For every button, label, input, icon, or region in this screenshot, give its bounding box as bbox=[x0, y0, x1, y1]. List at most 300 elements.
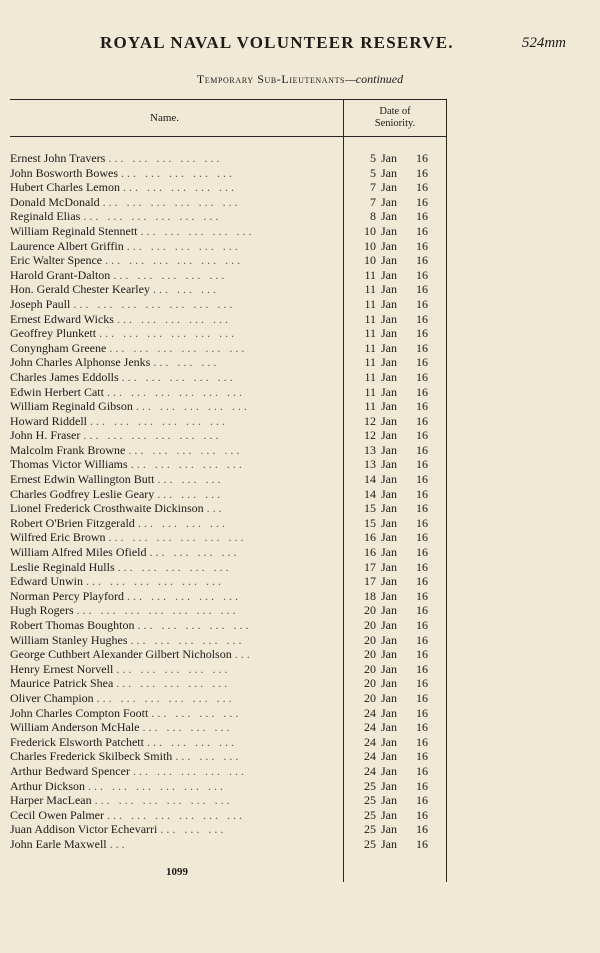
table-row bbox=[0, 457, 600, 472]
seniority-day: 8 bbox=[370, 209, 376, 224]
table-row bbox=[0, 735, 600, 750]
leader-dots: ... ... ... ... ... bbox=[137, 618, 252, 632]
leader-dots: ... ... ... ... ... bbox=[132, 763, 247, 778]
officer-name-cell bbox=[10, 779, 342, 794]
seniority-day: 20 bbox=[364, 690, 376, 705]
seniority-year: 16 bbox=[416, 472, 428, 487]
seniority-month: Jan bbox=[381, 311, 397, 326]
seniority-year: 16 bbox=[416, 180, 428, 195]
table-row bbox=[0, 370, 600, 385]
officer-name-cell bbox=[10, 385, 342, 400]
seniority-day: 11 bbox=[364, 340, 376, 355]
seniority-day: 20 bbox=[364, 647, 376, 662]
table-row bbox=[0, 589, 600, 604]
officer-name-cell bbox=[10, 239, 342, 254]
officer-name-cell bbox=[10, 516, 342, 531]
leader-dots: ... ... ... ... ... ... ... bbox=[76, 603, 239, 618]
seniority-day: 20 bbox=[364, 632, 376, 647]
officer-name-cell bbox=[10, 224, 342, 239]
officer-name: Thomas Victor Williams bbox=[10, 457, 128, 472]
leader-dots: ... ... ... ... ... bbox=[121, 165, 236, 180]
seniority-year: 16 bbox=[416, 223, 428, 238]
leader-dots: ... ... ... ... bbox=[137, 515, 228, 530]
seniority-month: Jan bbox=[381, 180, 397, 195]
seniority-month: Jan bbox=[381, 223, 397, 238]
seniority-day: 11 bbox=[364, 282, 376, 297]
seniority-year: 16 bbox=[416, 822, 428, 837]
seniority-year: 16 bbox=[416, 545, 428, 560]
seniority-month: Jan bbox=[381, 822, 397, 837]
seniority-month: Jan bbox=[381, 486, 397, 501]
officer-name: Leslie Reginald Hulls bbox=[10, 559, 115, 574]
officer-name-cell bbox=[10, 720, 342, 735]
officer-name-cell bbox=[10, 428, 342, 443]
officer-name: Ernest John Travers bbox=[10, 151, 106, 165]
table-row bbox=[0, 355, 600, 370]
seniority-year: 16 bbox=[416, 763, 428, 778]
seniority-year: 16 bbox=[416, 618, 428, 632]
officer-name: William Reginald Stennett bbox=[10, 223, 138, 238]
seniority-month: Jan bbox=[381, 428, 397, 443]
leader-dots: ... ... ... ... ... bbox=[117, 559, 232, 574]
table-row bbox=[0, 253, 600, 268]
seniority-month: Jan bbox=[381, 836, 397, 851]
seniority-day: 10 bbox=[364, 223, 376, 238]
table-row bbox=[0, 662, 600, 677]
officer-name-cell bbox=[10, 545, 342, 560]
officer-name-cell bbox=[10, 618, 342, 633]
officer-name: Hon. Gerald Chester Kearley bbox=[10, 282, 150, 297]
table-row bbox=[0, 749, 600, 764]
seniority-day: 12 bbox=[364, 413, 376, 428]
officer-name-cell bbox=[10, 326, 342, 341]
officer-name: Charles Godfrey Leslie Geary bbox=[10, 486, 155, 501]
leader-dots: ... ... ... ... ... bbox=[130, 632, 245, 647]
seniority-day: 14 bbox=[364, 486, 376, 501]
leader-dots: ... ... ... ... ... bbox=[116, 676, 231, 691]
seniority-year: 16 bbox=[416, 647, 428, 662]
officer-name-cell bbox=[10, 195, 342, 210]
seniority-year: 16 bbox=[416, 267, 428, 282]
leader-dots: ... ... ... ... ... bbox=[116, 661, 231, 676]
table-row bbox=[0, 297, 600, 312]
officer-name: William Alfred Miles Ofield bbox=[10, 545, 147, 560]
leader-dots: ... ... ... ... ... ... bbox=[99, 326, 238, 341]
seniority-day: 20 bbox=[364, 661, 376, 676]
officer-name: Harold Grant-Dalton bbox=[10, 267, 111, 282]
officer-name-cell bbox=[10, 399, 342, 414]
section-title bbox=[0, 72, 600, 87]
officer-name-cell bbox=[10, 822, 342, 837]
seniority-day: 16 bbox=[364, 545, 376, 560]
seniority-year: 16 bbox=[416, 749, 428, 764]
seniority-year: 16 bbox=[416, 661, 428, 676]
table-row bbox=[0, 530, 600, 545]
leader-dots: ... ... ... ... ... bbox=[121, 369, 236, 384]
officer-name: Arthur Dickson bbox=[10, 778, 85, 793]
seniority-month: Jan bbox=[381, 807, 397, 822]
seniority-year: 16 bbox=[416, 734, 428, 749]
officer-name: Joseph Paull bbox=[10, 296, 71, 311]
officer-name-cell bbox=[10, 589, 342, 604]
seniority-day: 20 bbox=[364, 676, 376, 691]
table-row bbox=[0, 545, 600, 560]
seniority-month: Jan bbox=[381, 165, 397, 180]
officer-name: Wilfred Eric Brown bbox=[10, 530, 106, 545]
seniority-year: 16 bbox=[416, 399, 428, 414]
leader-dots: ... ... ... ... ... ... bbox=[83, 209, 222, 224]
officer-name: Edwin Herbert Catt bbox=[10, 384, 104, 399]
table-row bbox=[0, 633, 600, 648]
table-row bbox=[0, 326, 600, 341]
seniority-month: Jan bbox=[381, 296, 397, 311]
table-row bbox=[0, 180, 600, 195]
seniority-month: Jan bbox=[381, 632, 397, 647]
leader-dots: ... ... ... ... ... ... bbox=[102, 194, 241, 209]
table-row bbox=[0, 385, 600, 400]
seniority-day: 5 bbox=[370, 151, 376, 165]
officer-name: Harper MacLean bbox=[10, 793, 92, 808]
table-row bbox=[0, 209, 600, 224]
column-header-name: Name. bbox=[150, 112, 180, 124]
seniority-month: Jan bbox=[381, 545, 397, 560]
seniority-day: 17 bbox=[364, 559, 376, 574]
seniority-month: Jan bbox=[381, 501, 397, 516]
header-bottom-rule bbox=[10, 136, 446, 137]
officer-name-cell bbox=[10, 443, 342, 458]
seniority-day: 11 bbox=[364, 399, 376, 414]
leader-dots: ... ... ... ... ... ... bbox=[96, 690, 235, 705]
seniority-month: Jan bbox=[381, 793, 397, 808]
seniority-month: Jan bbox=[381, 267, 397, 282]
officer-name: Henry Ernest Norvell bbox=[10, 661, 114, 676]
officer-name-cell bbox=[10, 808, 342, 823]
table-row bbox=[0, 603, 600, 618]
seniority-year: 16 bbox=[416, 282, 428, 297]
leader-dots: ... ... ... ... bbox=[151, 705, 242, 720]
officer-name: Hubert Charles Lemon bbox=[10, 180, 120, 195]
table-row bbox=[0, 399, 600, 414]
leader-dots: ... ... ... bbox=[152, 282, 219, 297]
table-row bbox=[0, 268, 600, 283]
leader-dots: ... ... ... ... ... bbox=[128, 442, 243, 457]
leader-dots: ... ... ... bbox=[175, 749, 242, 764]
seniority-year: 16 bbox=[416, 428, 428, 443]
table-row bbox=[0, 706, 600, 721]
table-row bbox=[0, 720, 600, 735]
seniority-day: 10 bbox=[364, 253, 376, 268]
seniority-year: 16 bbox=[416, 676, 428, 691]
seniority-month: Jan bbox=[381, 384, 397, 399]
officer-list bbox=[0, 151, 600, 852]
seniority-month: Jan bbox=[381, 603, 397, 618]
officer-name-cell bbox=[10, 414, 342, 429]
table-row bbox=[0, 691, 600, 706]
seniority-year: 16 bbox=[416, 413, 428, 428]
seniority-day: 5 bbox=[370, 165, 376, 180]
section-heading: Temporary Sub-Lieutenants bbox=[196, 72, 346, 86]
officer-name-cell bbox=[10, 837, 342, 852]
officer-name-cell bbox=[10, 370, 342, 385]
officer-name-cell bbox=[10, 662, 342, 677]
seniority-day: 11 bbox=[364, 355, 376, 370]
seniority-month: Jan bbox=[381, 676, 397, 691]
seniority-month: Jan bbox=[381, 442, 397, 457]
seniority-day: 10 bbox=[364, 238, 376, 253]
officer-name-cell bbox=[10, 253, 342, 268]
officer-name: John Charles Alphonse Jenks bbox=[10, 355, 151, 370]
officer-name: Ernest Edward Wicks bbox=[10, 311, 114, 326]
table-row bbox=[0, 647, 600, 662]
officer-name-cell bbox=[10, 166, 342, 181]
table-row bbox=[0, 793, 600, 808]
seniority-year: 16 bbox=[416, 296, 428, 311]
running-header bbox=[0, 33, 600, 55]
officer-name: Juan Addison Victor Echevarri bbox=[10, 822, 158, 837]
table-row bbox=[0, 166, 600, 181]
leader-dots: ... ... ... ... ... ... bbox=[109, 340, 248, 355]
seniority-year: 16 bbox=[416, 194, 428, 209]
seniority-month: Jan bbox=[381, 720, 397, 735]
table-row bbox=[0, 414, 600, 429]
seniority-year: 16 bbox=[416, 369, 428, 384]
officer-name-cell bbox=[10, 268, 342, 283]
seniority-month: Jan bbox=[381, 369, 397, 384]
leader-dots: ... ... ... ... bbox=[146, 734, 237, 749]
officer-name: Arthur Bedward Spencer bbox=[10, 763, 130, 778]
officer-name: Lionel Frederick Crosthwaite Dickinson bbox=[10, 501, 204, 516]
seniority-day: 11 bbox=[364, 311, 376, 326]
page-reference: 524mm bbox=[521, 35, 566, 51]
officer-name-cell bbox=[10, 676, 342, 691]
table-row bbox=[0, 341, 600, 356]
seniority-year: 16 bbox=[416, 559, 428, 574]
seniority-day: 11 bbox=[364, 326, 376, 341]
seniority-month: Jan bbox=[381, 194, 397, 209]
seniority-year: 16 bbox=[416, 574, 428, 589]
table-row bbox=[0, 574, 600, 589]
officer-name: Charles Frederick Skilbeck Smith bbox=[10, 749, 173, 764]
seniority-year: 16 bbox=[416, 151, 428, 165]
seniority-day: 15 bbox=[364, 501, 376, 516]
leader-dots: ... ... ... ... bbox=[142, 720, 233, 735]
officer-name: Ernest Edwin Wallington Butt bbox=[10, 472, 155, 487]
seniority-day: 18 bbox=[364, 588, 376, 603]
seniority-day: 25 bbox=[364, 836, 376, 851]
seniority-day: 16 bbox=[364, 530, 376, 545]
leader-dots: ... ... ... bbox=[160, 822, 227, 837]
seniority-month: Jan bbox=[381, 647, 397, 662]
leader-dots: ... ... ... ... ... ... bbox=[85, 574, 224, 589]
officer-name-cell bbox=[10, 691, 342, 706]
officer-name: George Cuthbert Alexander Gilbert Nicholson bbox=[10, 647, 232, 662]
officer-name-cell bbox=[10, 501, 342, 516]
seniority-day: 11 bbox=[364, 296, 376, 311]
seniority-month: Jan bbox=[381, 238, 397, 253]
leader-dots: ... ... ... ... ... ... bbox=[94, 793, 233, 808]
seniority-month: Jan bbox=[381, 399, 397, 414]
officer-name-cell bbox=[10, 341, 342, 356]
seniority-day: 24 bbox=[364, 763, 376, 778]
leader-dots: ... ... ... ... ... bbox=[126, 238, 241, 253]
leader-dots: ... ... ... ... ... ... bbox=[106, 807, 245, 822]
seniority-year: 16 bbox=[416, 501, 428, 516]
seniority-month: Jan bbox=[381, 574, 397, 589]
column-header-date-line1: Date of bbox=[379, 106, 411, 117]
seniority-year: 16 bbox=[416, 720, 428, 735]
leader-dots: ... ... ... ... ... bbox=[135, 399, 250, 414]
leader-dots: ... bbox=[234, 647, 253, 662]
officer-name: Frederick Elsworth Patchett bbox=[10, 734, 144, 749]
leader-dots: ... bbox=[206, 501, 225, 516]
officer-name: Geoffrey Plunkett bbox=[10, 326, 97, 341]
seniority-year: 16 bbox=[416, 340, 428, 355]
officer-name-cell bbox=[10, 706, 342, 721]
leader-dots: ... ... ... ... ... bbox=[140, 223, 255, 238]
seniority-year: 16 bbox=[416, 486, 428, 501]
leader-dots: ... ... ... bbox=[157, 472, 224, 487]
seniority-month: Jan bbox=[381, 705, 397, 720]
table-row bbox=[0, 428, 600, 443]
leader-dots: ... ... ... ... ... bbox=[130, 457, 245, 472]
seniority-month: Jan bbox=[381, 515, 397, 530]
officer-name: Oliver Champion bbox=[10, 690, 94, 705]
seniority-month: Jan bbox=[381, 690, 397, 705]
officer-name: Donald McDonald bbox=[10, 194, 100, 209]
section-continued: —continued bbox=[345, 72, 404, 86]
leader-dots: ... bbox=[109, 836, 128, 851]
seniority-day: 25 bbox=[364, 807, 376, 822]
table-row bbox=[0, 676, 600, 691]
seniority-day: 24 bbox=[364, 705, 376, 720]
seniority-day: 13 bbox=[364, 442, 376, 457]
officer-name-cell bbox=[10, 749, 342, 764]
table-row bbox=[0, 822, 600, 837]
seniority-month: Jan bbox=[381, 472, 397, 487]
officer-name-cell bbox=[10, 647, 342, 662]
officer-name: Malcolm Frank Browne bbox=[10, 442, 126, 457]
table-row bbox=[0, 560, 600, 575]
seniority-month: Jan bbox=[381, 326, 397, 341]
officer-name: Edward Unwin bbox=[10, 574, 83, 589]
officer-name-cell bbox=[10, 603, 342, 618]
seniority-year: 16 bbox=[416, 588, 428, 603]
seniority-day: 13 bbox=[364, 457, 376, 472]
officer-name-cell bbox=[10, 151, 342, 166]
leader-dots: ... ... ... ... ... ... bbox=[83, 428, 222, 443]
seniority-month: Jan bbox=[381, 282, 397, 297]
officer-name-cell bbox=[10, 487, 342, 502]
column-header-date bbox=[347, 106, 443, 130]
table-row bbox=[0, 779, 600, 794]
seniority-year: 16 bbox=[416, 778, 428, 793]
officer-name: Howard Riddell bbox=[10, 413, 87, 428]
seniority-day: 12 bbox=[364, 428, 376, 443]
seniority-month: Jan bbox=[381, 253, 397, 268]
seniority-month: Jan bbox=[381, 457, 397, 472]
officer-name: Maurice Patrick Shea bbox=[10, 676, 114, 691]
officer-name-cell bbox=[10, 560, 342, 575]
leader-dots: ... ... ... ... ... bbox=[116, 311, 231, 326]
seniority-day: 25 bbox=[364, 793, 376, 808]
officer-name-cell bbox=[10, 180, 342, 195]
leader-dots: ... ... ... ... ... ... bbox=[106, 384, 245, 399]
seniority-day: 25 bbox=[364, 778, 376, 793]
seniority-month: Jan bbox=[381, 778, 397, 793]
leader-dots: ... ... ... bbox=[153, 355, 220, 370]
officer-name: Eric Walter Spence bbox=[10, 253, 103, 268]
seniority-month: Jan bbox=[381, 413, 397, 428]
officer-name: Hugh Rogers bbox=[10, 603, 74, 618]
seniority-year: 16 bbox=[416, 442, 428, 457]
officer-name: Norman Percy Playford bbox=[10, 588, 124, 603]
leader-dots: ... ... ... ... ... bbox=[113, 267, 228, 282]
officer-name: William Reginald Gibson bbox=[10, 399, 133, 414]
seniority-year: 16 bbox=[416, 253, 428, 268]
officer-name-cell bbox=[10, 793, 342, 808]
table-row bbox=[0, 239, 600, 254]
column-header-date-line2: Seniority. bbox=[374, 118, 416, 129]
officer-name-cell bbox=[10, 735, 342, 750]
seniority-month: Jan bbox=[381, 151, 397, 165]
seniority-day: 11 bbox=[364, 369, 376, 384]
table-row bbox=[0, 472, 600, 487]
table-row bbox=[0, 195, 600, 210]
leader-dots: ... ... ... ... ... ... bbox=[108, 530, 247, 545]
seniority-day: 11 bbox=[364, 267, 376, 282]
seniority-year: 16 bbox=[416, 807, 428, 822]
officer-name: Conyngham Greene bbox=[10, 340, 107, 355]
seniority-year: 16 bbox=[416, 515, 428, 530]
officer-name: Charles James Eddolls bbox=[10, 369, 119, 384]
seniority-day: 24 bbox=[364, 734, 376, 749]
table-row bbox=[0, 224, 600, 239]
leader-dots: ... ... ... ... ... bbox=[108, 151, 223, 165]
seniority-day: 24 bbox=[364, 749, 376, 764]
seniority-year: 16 bbox=[416, 705, 428, 720]
officer-name: John Bosworth Bowes bbox=[10, 165, 119, 180]
seniority-month: Jan bbox=[381, 340, 397, 355]
seniority-year: 16 bbox=[416, 311, 428, 326]
leader-dots: ... ... ... ... ... ... bbox=[90, 413, 228, 428]
officer-name: William Anderson McHale bbox=[10, 720, 140, 735]
seniority-day: 15 bbox=[364, 515, 376, 530]
seniority-year: 16 bbox=[416, 238, 428, 253]
officer-name: Cecil Owen Palmer bbox=[10, 807, 104, 822]
seniority-month: Jan bbox=[381, 588, 397, 603]
seniority-day: 20 bbox=[364, 618, 376, 632]
officer-name-cell bbox=[10, 297, 342, 312]
seniority-year: 16 bbox=[416, 603, 428, 618]
seniority-year: 16 bbox=[416, 690, 428, 705]
table-row bbox=[0, 516, 600, 531]
seniority-year: 16 bbox=[416, 165, 428, 180]
officer-name-cell bbox=[10, 530, 342, 545]
table-row bbox=[0, 487, 600, 502]
seniority-day: 7 bbox=[370, 194, 376, 209]
seniority-month: Jan bbox=[381, 763, 397, 778]
seniority-day: 17 bbox=[364, 574, 376, 589]
seniority-month: Jan bbox=[381, 559, 397, 574]
seniority-month: Jan bbox=[381, 661, 397, 676]
officer-name-cell bbox=[10, 574, 342, 589]
officer-name: John H. Fraser bbox=[10, 428, 81, 443]
officer-name-cell bbox=[10, 209, 342, 224]
seniority-year: 16 bbox=[416, 793, 428, 808]
officer-name: Laurence Albert Griffin bbox=[10, 238, 124, 253]
table-row bbox=[0, 764, 600, 779]
leader-dots: ... ... ... ... ... bbox=[122, 180, 237, 195]
